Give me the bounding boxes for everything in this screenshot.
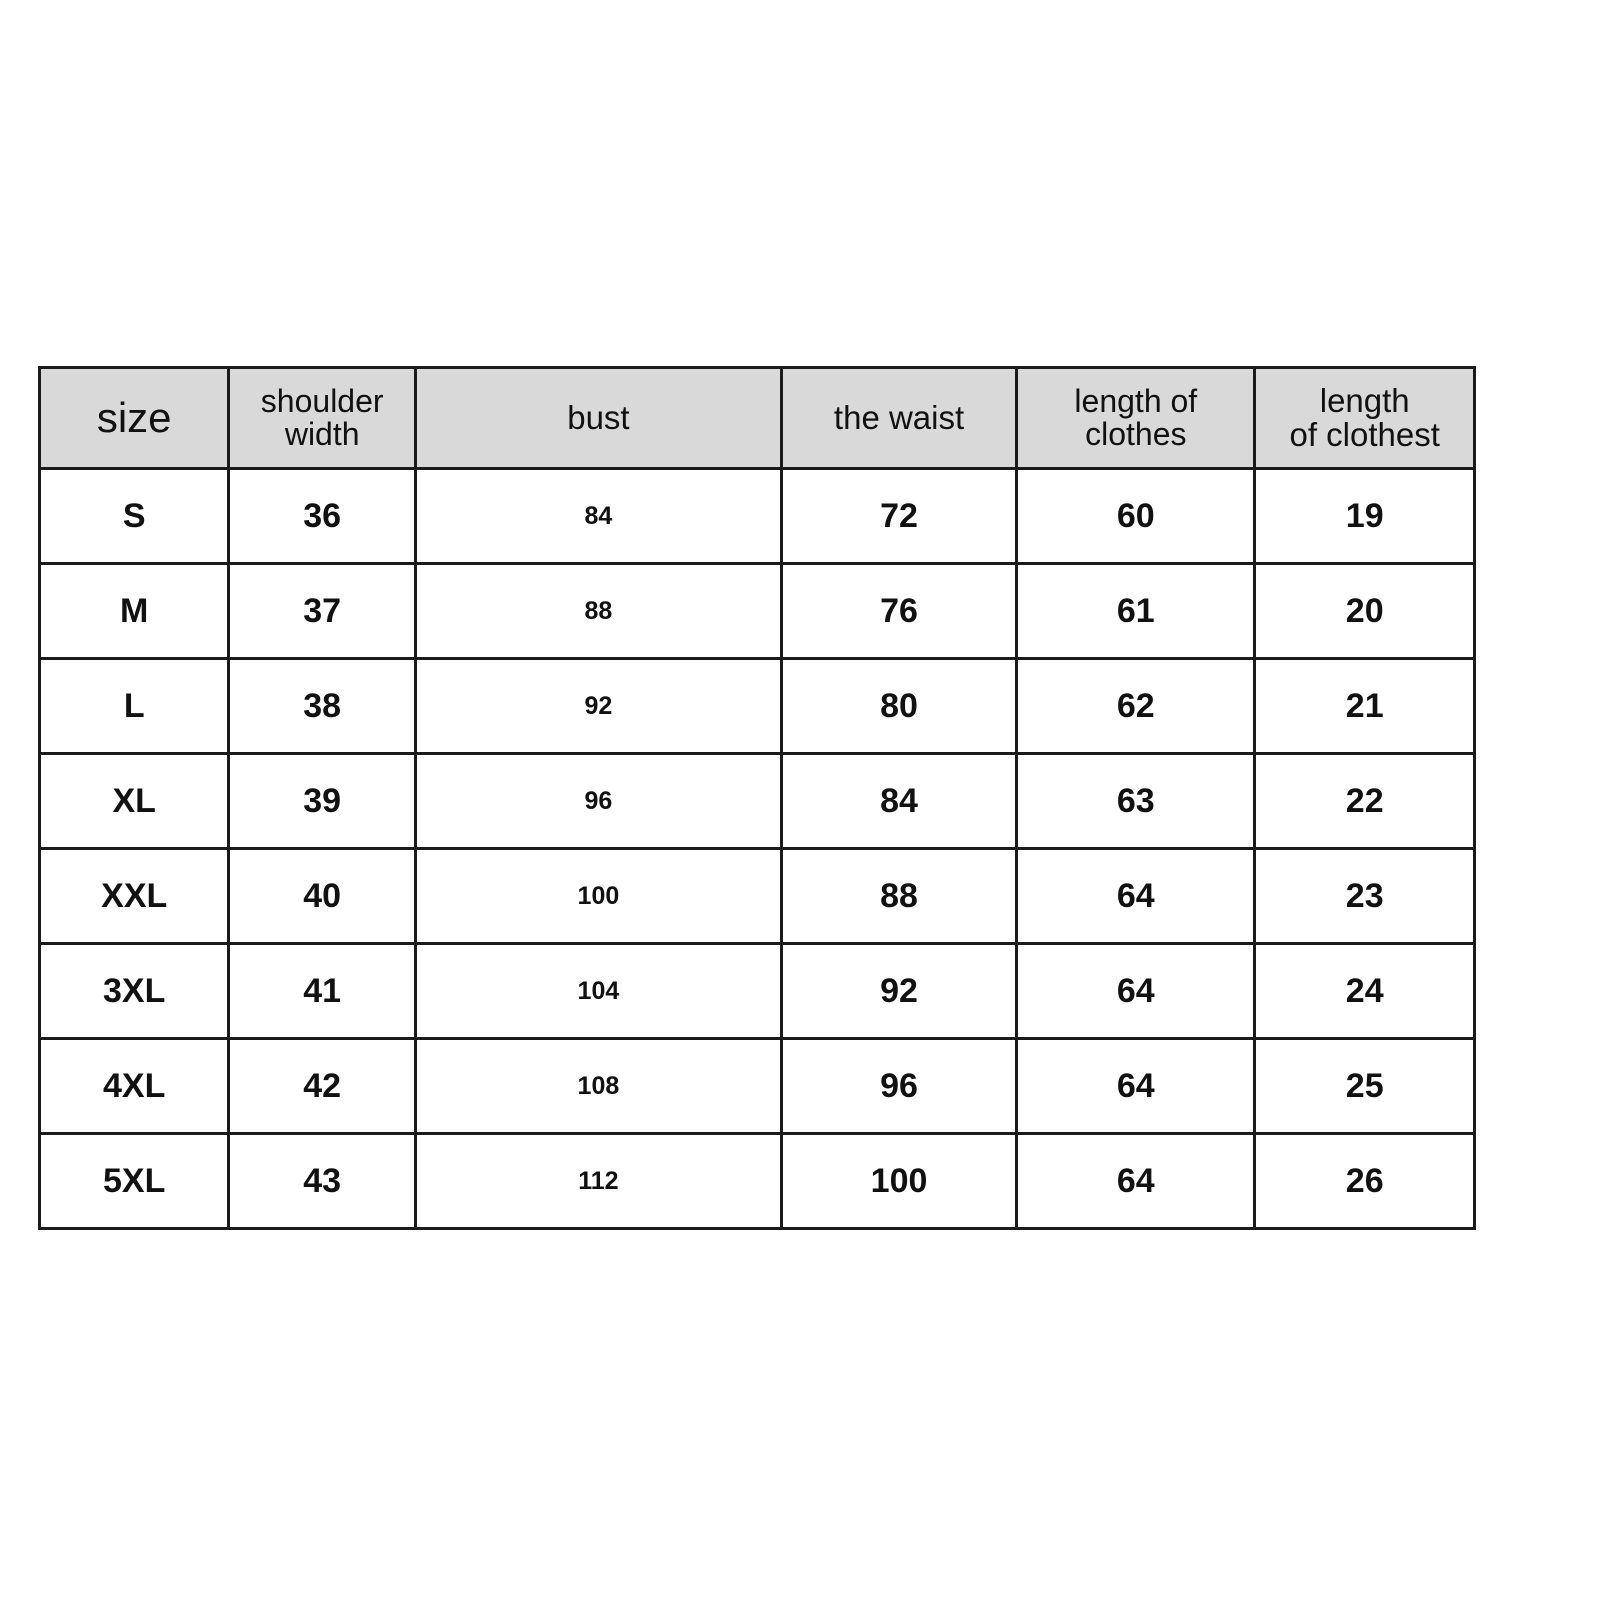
column-header-length-of-clothes [1017, 368, 1255, 469]
cell-size: XXL [40, 849, 229, 944]
table-row [40, 1134, 1475, 1229]
header-label-lenclothest-line2: of clothest [1289, 416, 1440, 453]
cell-size: XL [40, 754, 229, 849]
header-label-lenclothes-line1: length of [1074, 383, 1198, 420]
cell-length-of-clothest: 21 [1255, 659, 1475, 754]
cell-length-of-clothest: 22 [1255, 754, 1475, 849]
size-chart-table [38, 366, 1476, 1230]
cell-length-of-clothes: 64 [1017, 944, 1255, 1039]
column-header-shoulder-width [229, 368, 416, 469]
column-header-size [40, 368, 229, 469]
header-label-lenclothes-line2: clothes [1085, 416, 1187, 452]
cell-length-of-clothes: 63 [1017, 754, 1255, 849]
table-body [40, 469, 1475, 1229]
cell-size: M [40, 564, 229, 659]
cell-shoulder-width: 42 [229, 1039, 416, 1134]
table-row [40, 754, 1475, 849]
size-chart [38, 366, 1476, 1230]
header-row [40, 368, 1475, 469]
cell-the-waist: 80 [781, 659, 1016, 754]
header-label-shoulder-line1: shoulder [260, 383, 384, 420]
cell-shoulder-width: 36 [229, 469, 416, 564]
table-row [40, 564, 1475, 659]
cell-bust: 108 [415, 1039, 781, 1134]
column-header-length-of-clothest [1255, 368, 1475, 469]
table-row [40, 659, 1475, 754]
cell-size: S [40, 469, 229, 564]
cell-length-of-clothest: 23 [1255, 849, 1475, 944]
cell-the-waist: 76 [781, 564, 1016, 659]
cell-size: 3XL [40, 944, 229, 1039]
column-header-bust [415, 368, 781, 469]
cell-length-of-clothest: 19 [1255, 469, 1475, 564]
table-header [40, 368, 1475, 469]
header-label-waist: the waist [833, 399, 965, 437]
cell-shoulder-width: 43 [229, 1134, 416, 1229]
cell-bust: 104 [415, 944, 781, 1039]
header-label-bust: bust [567, 399, 630, 437]
cell-the-waist: 96 [781, 1039, 1016, 1134]
cell-shoulder-width: 37 [229, 564, 416, 659]
table-row [40, 849, 1475, 944]
header-label-lenclothest-line1: length [1319, 382, 1410, 420]
cell-the-waist: 100 [781, 1134, 1016, 1229]
table-row [40, 944, 1475, 1039]
cell-length-of-clothes: 61 [1017, 564, 1255, 659]
table-row [40, 1039, 1475, 1134]
cell-the-waist: 72 [781, 469, 1016, 564]
cell-length-of-clothes: 62 [1017, 659, 1255, 754]
cell-length-of-clothes: 64 [1017, 1134, 1255, 1229]
cell-bust: 96 [415, 754, 781, 849]
cell-length-of-clothest: 20 [1255, 564, 1475, 659]
cell-length-of-clothest: 25 [1255, 1039, 1475, 1134]
cell-size: 5XL [40, 1134, 229, 1229]
cell-length-of-clothest: 24 [1255, 944, 1475, 1039]
cell-shoulder-width: 41 [229, 944, 416, 1039]
cell-the-waist: 88 [781, 849, 1016, 944]
cell-length-of-clothes: 64 [1017, 849, 1255, 944]
cell-size: 4XL [40, 1039, 229, 1134]
cell-shoulder-width: 40 [229, 849, 416, 944]
cell-the-waist: 92 [781, 944, 1016, 1039]
cell-size: L [40, 659, 229, 754]
cell-bust: 112 [415, 1134, 781, 1229]
cell-bust: 100 [415, 849, 781, 944]
cell-bust: 92 [415, 659, 781, 754]
column-header-the-waist [781, 368, 1016, 469]
cell-shoulder-width: 39 [229, 754, 416, 849]
header-label-size: size [96, 393, 172, 441]
cell-bust: 84 [415, 469, 781, 564]
cell-shoulder-width: 38 [229, 659, 416, 754]
cell-bust: 88 [415, 564, 781, 659]
header-label-shoulder-line2: width [284, 416, 360, 452]
cell-the-waist: 84 [781, 754, 1016, 849]
cell-length-of-clothes: 60 [1017, 469, 1255, 564]
cell-length-of-clothest: 26 [1255, 1134, 1475, 1229]
cell-length-of-clothes: 64 [1017, 1039, 1255, 1134]
table-row [40, 469, 1475, 564]
